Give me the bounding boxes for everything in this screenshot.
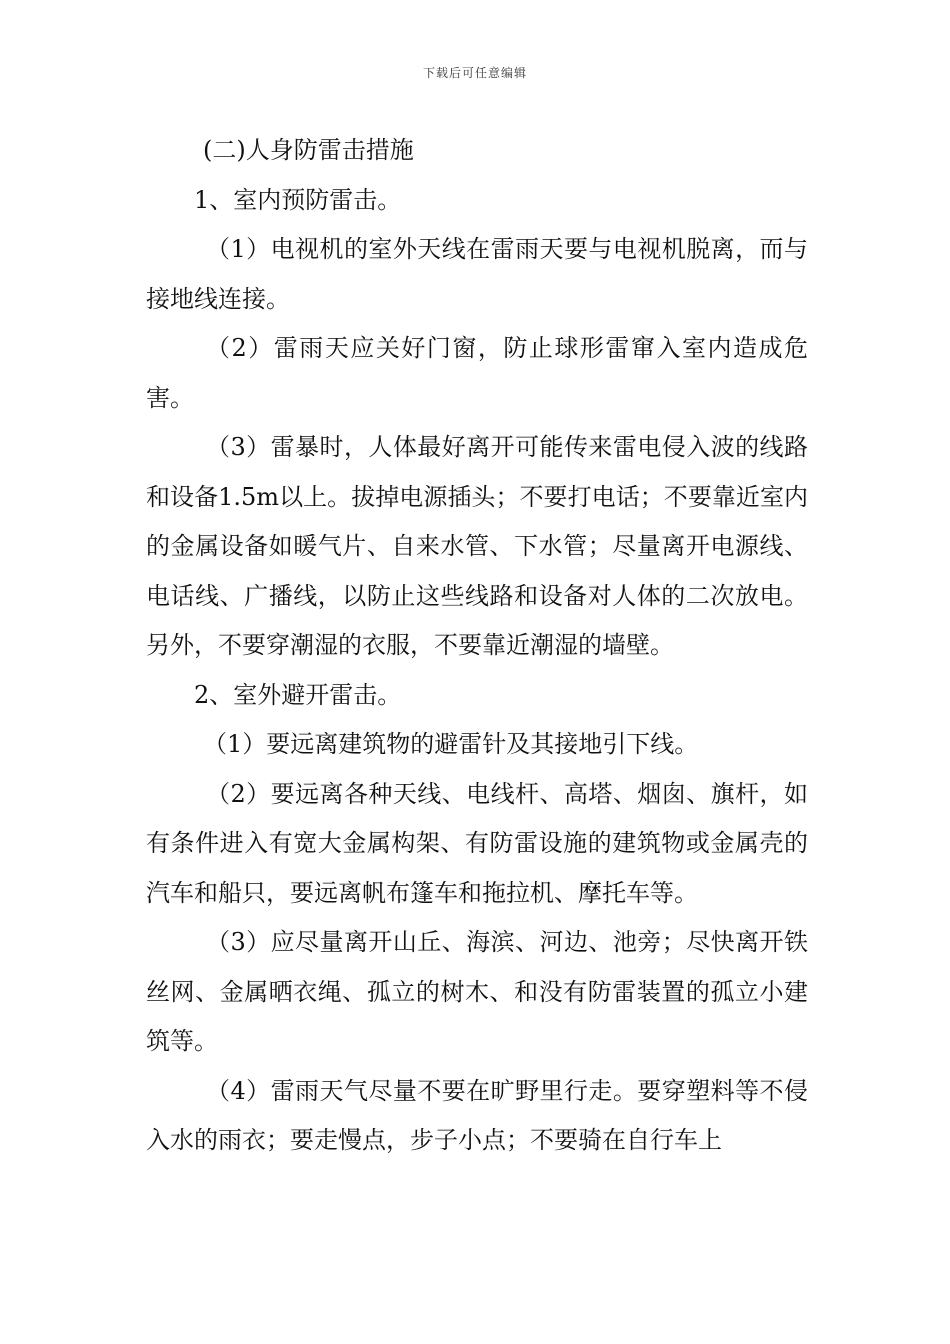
outdoor-item-2: （2）要远离各种天线、电线杆、高塔、烟囱、旗杆，如有条件进入有宽大金属构架、有防雷设施的建筑物或金属壳的汽车和船只，要远离帆布篷车和拖拉机、摩托车等。 [146,779,808,907]
indoor-item-2: （2）雷雨天应关好门窗，防止球形雷窜入室内造成危害。 [146,334,808,412]
section-title: (二)人身防雷击措施 [203,136,414,164]
indoor-heading: 1、室内预防雷击。 [194,185,402,214]
outdoor-item-4: （4）雷雨天气尽量不要在旷野里行走。要穿塑料等不侵入水的雨衣；要走慢点，步子小点；不要骑在自行车上 [146,1076,808,1154]
outdoor-item-3: （3）应尽量离开山丘、海滨、河边、池旁；尽快离开铁丝网、金属晒衣绳、孤立的树木、和没有防雷装置的孤立小建筑等。 [146,928,808,1055]
outdoor-heading: 2、室外避开雷击。 [194,680,402,709]
outdoor-item-1: （1）要远离建筑物的避雷针及其接地引下线。 [203,730,699,758]
indoor-item-3: （3）雷暴时，人体最好离开可能传来雷电侵入波的线路和设备1.5m以上。拔掉电源插头；不要打电话；不要靠近室内的金属设备如暖气片、自来水管、下水管；尽量离开电源线、电话线、广播线，以防止这些线路和设备对人体的二次放电。另外，不要穿潮湿的衣服，不要靠近潮湿的墙壁。 [146,433,808,659]
document-body [146,126,808,1166]
indoor-item-1: （1）电视机的室外天线在雷雨天要与电视机脱离，而与接地线连接。 [146,235,808,313]
page-header-note: 下载后可任意编辑 [422,66,527,80]
